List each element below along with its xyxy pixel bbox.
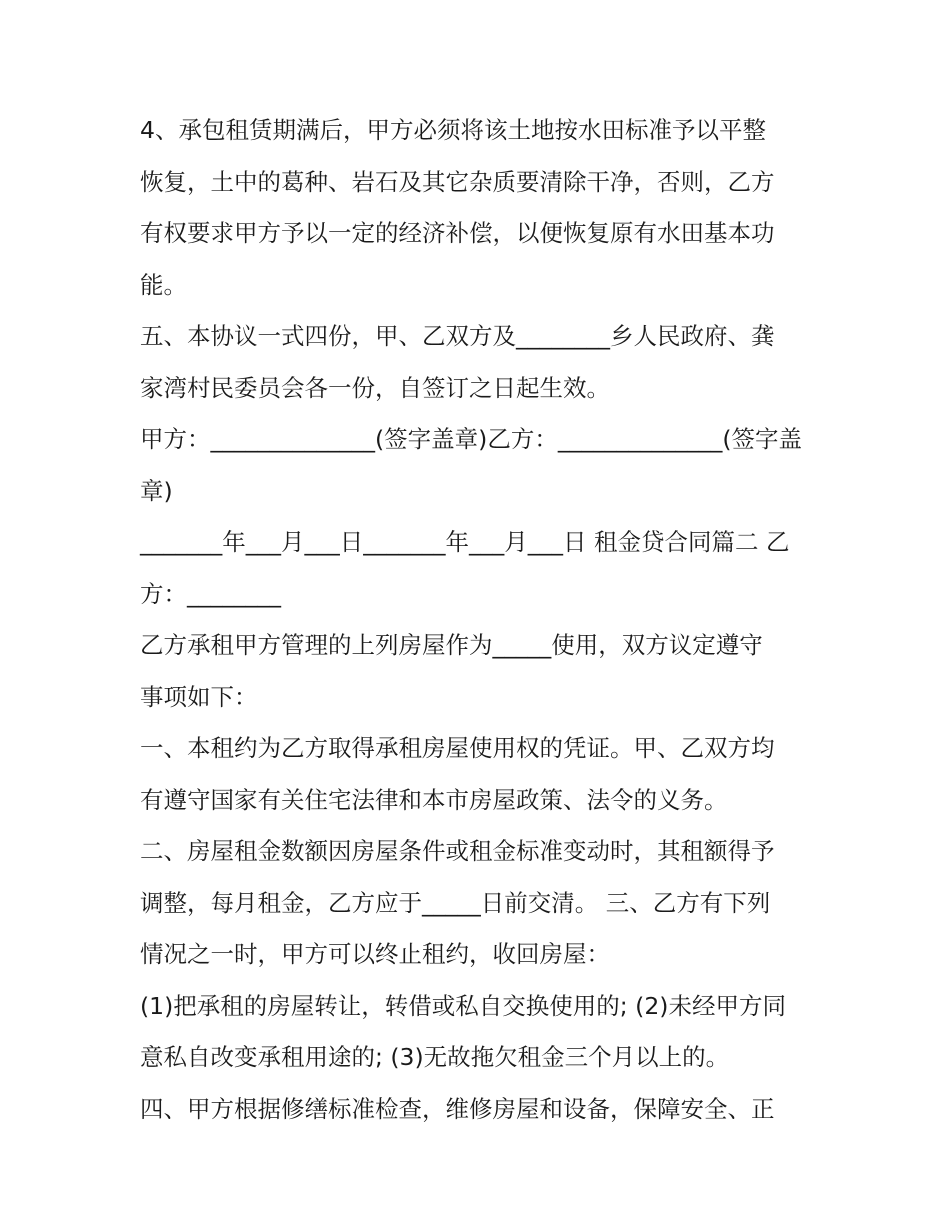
text-line: 调整，每月租金，乙方应于_____日前交清。 三、乙方有下列 — [140, 888, 771, 917]
text-line: 能。 — [140, 270, 187, 299]
text-line: 二、房屋租金数额因房屋条件或租金标准变动时，其租额得予 — [140, 837, 775, 865]
text-line: 方：________ — [140, 579, 281, 608]
text-line: 五、本协议一式四份，甲、乙双方及________乡人民政府、龚 — [140, 322, 775, 350]
text-line: 甲方：______________(签字盖章)乙方：______________(签字盖 — [140, 425, 803, 453]
text-line: _______年___月___日_______年___月___日 租金贷合同篇二 乙 — [140, 528, 790, 556]
text-line: 乙方承租甲方管理的上列房屋作为_____使用，双方议定遵守 — [140, 631, 763, 659]
text-line: 情况之一时，甲方可以终止租约，收回房屋： — [140, 940, 610, 968]
text-line: (1)把承租的房屋转让，转借或私自交换使用的; (2)未经甲方同 — [140, 991, 786, 1020]
document-page — [140, 105, 815, 1135]
text-line: 一、本租约为乙方取得承租房屋使用权的凭证。甲、乙双方均 — [140, 734, 775, 762]
text-line: 有权要求甲方予以一定的经济补偿，以便恢复原有水田基本功 — [140, 219, 775, 247]
text-line: 意私自改变承租用途的; (3)无故拖欠租金三个月以上的。 — [140, 1043, 730, 1071]
text-line: 事项如下： — [140, 682, 258, 711]
text-line: 有遵守国家有关住宅法律和本市房屋政策、法令的义务。 — [140, 785, 728, 814]
text-line: 4、承包租赁期满后，甲方必须将该土地按水田标准予以平整 — [140, 116, 766, 144]
text-line: 章) — [140, 476, 173, 505]
text-line: 恢复，土中的葛种、岩石及其它杂质要清除干净，否则，乙方 — [140, 167, 775, 196]
text-line: 四、甲方根据修缮标准检查，维修房屋和设备，保障安全、正 — [140, 1094, 775, 1123]
text-line: 家湾村民委员会各一份，自签订之日起生效。 — [140, 373, 610, 402]
